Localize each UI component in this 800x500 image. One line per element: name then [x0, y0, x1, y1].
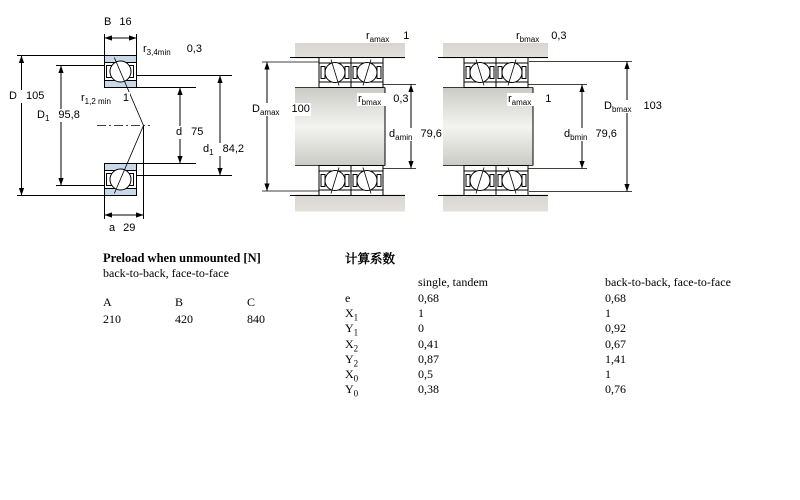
- preload-subtitle: back-to-back, face-to-face: [103, 266, 229, 280]
- calculation-factors-table: [345, 249, 775, 397]
- preload-col-header: B: [175, 295, 184, 309]
- preload-col-header: A: [103, 295, 112, 309]
- factor-value: 0,38: [418, 382, 439, 397]
- factor-value: 1: [605, 306, 611, 321]
- dim-label-ramax-right: $r_{amax}$ 1: [508, 93, 552, 108]
- factor-value: 1: [605, 366, 611, 381]
- factors-grid: [345, 274, 775, 397]
- factor-row-label: $Y_2$: [345, 351, 359, 369]
- factor-row-label: $X_2$: [345, 336, 359, 353]
- dim-label-r34min: $r_{3,4min}$ 0,3: [143, 43, 202, 58]
- factor-row-label: $Y_1$: [345, 321, 359, 338]
- preload-title: Preload when unmounted [N]: [103, 251, 261, 265]
- factors-col2-header: back-to-back, face-to-face: [605, 275, 731, 289]
- factor-value: 1: [418, 306, 424, 321]
- factor-value: 0,41: [418, 336, 439, 351]
- dim-label-d1: $d_1$ 84,2: [203, 143, 244, 158]
- dim-label-Damax: $D_{amax}$ 100: [252, 103, 310, 118]
- preload-value: 840: [247, 312, 265, 326]
- dim-label-damin: $d_{amin}$ 79,6: [389, 128, 442, 143]
- dim-label-a: a 29: [109, 222, 136, 234]
- factor-value: 0,76: [605, 382, 626, 397]
- dim-label-Dbmax: $D_{bmax}$ 103: [604, 100, 662, 115]
- dim-label-r12min: $r_{1,2 min}$ 1: [81, 92, 130, 107]
- preload-col-header: C: [247, 295, 256, 309]
- factors-title: 计算系数: [345, 252, 396, 266]
- preload-value: 210: [103, 312, 121, 326]
- dim-label-D1: $D_1$ 95,8: [37, 109, 80, 124]
- factor-value: 0,68: [418, 291, 439, 305]
- preload-grid: [103, 295, 319, 327]
- factors-col1-header: single, tandem: [418, 275, 488, 289]
- factor-value: 0: [418, 321, 424, 336]
- factor-row-label: $X_0$: [345, 366, 359, 384]
- factor-value: 1,41: [605, 351, 626, 366]
- factor-row-label: e: [345, 291, 351, 305]
- dim-label-D: D 105: [9, 90, 45, 102]
- factor-row-label: $Y_0$: [345, 382, 359, 399]
- dim-label-ramax-mid: $r_{amax}$ 1: [366, 30, 410, 45]
- dim-label-rbmax-mid: $r_{bmax}$ 0,3: [358, 93, 409, 108]
- factor-value: 0,92: [605, 321, 626, 336]
- preload-value: 420: [175, 312, 193, 326]
- factor-value: 0,67: [605, 336, 626, 351]
- factor-row-label: $X_1$: [345, 306, 359, 323]
- factor-value: 0,5: [418, 366, 433, 381]
- factor-value: 0,87: [418, 351, 439, 366]
- dim-label-rbmax-right: $r_{bmax}$ 0,3: [516, 30, 567, 45]
- dim-label-d: d 75: [176, 126, 204, 138]
- factors-empty-header: [345, 274, 418, 291]
- preload-table: [103, 251, 319, 327]
- dim-label-B: B 16: [104, 16, 132, 28]
- factor-value: 0,68: [605, 291, 626, 305]
- dim-label-dbmin: $d_{bmin}$ 79,6: [564, 128, 617, 143]
